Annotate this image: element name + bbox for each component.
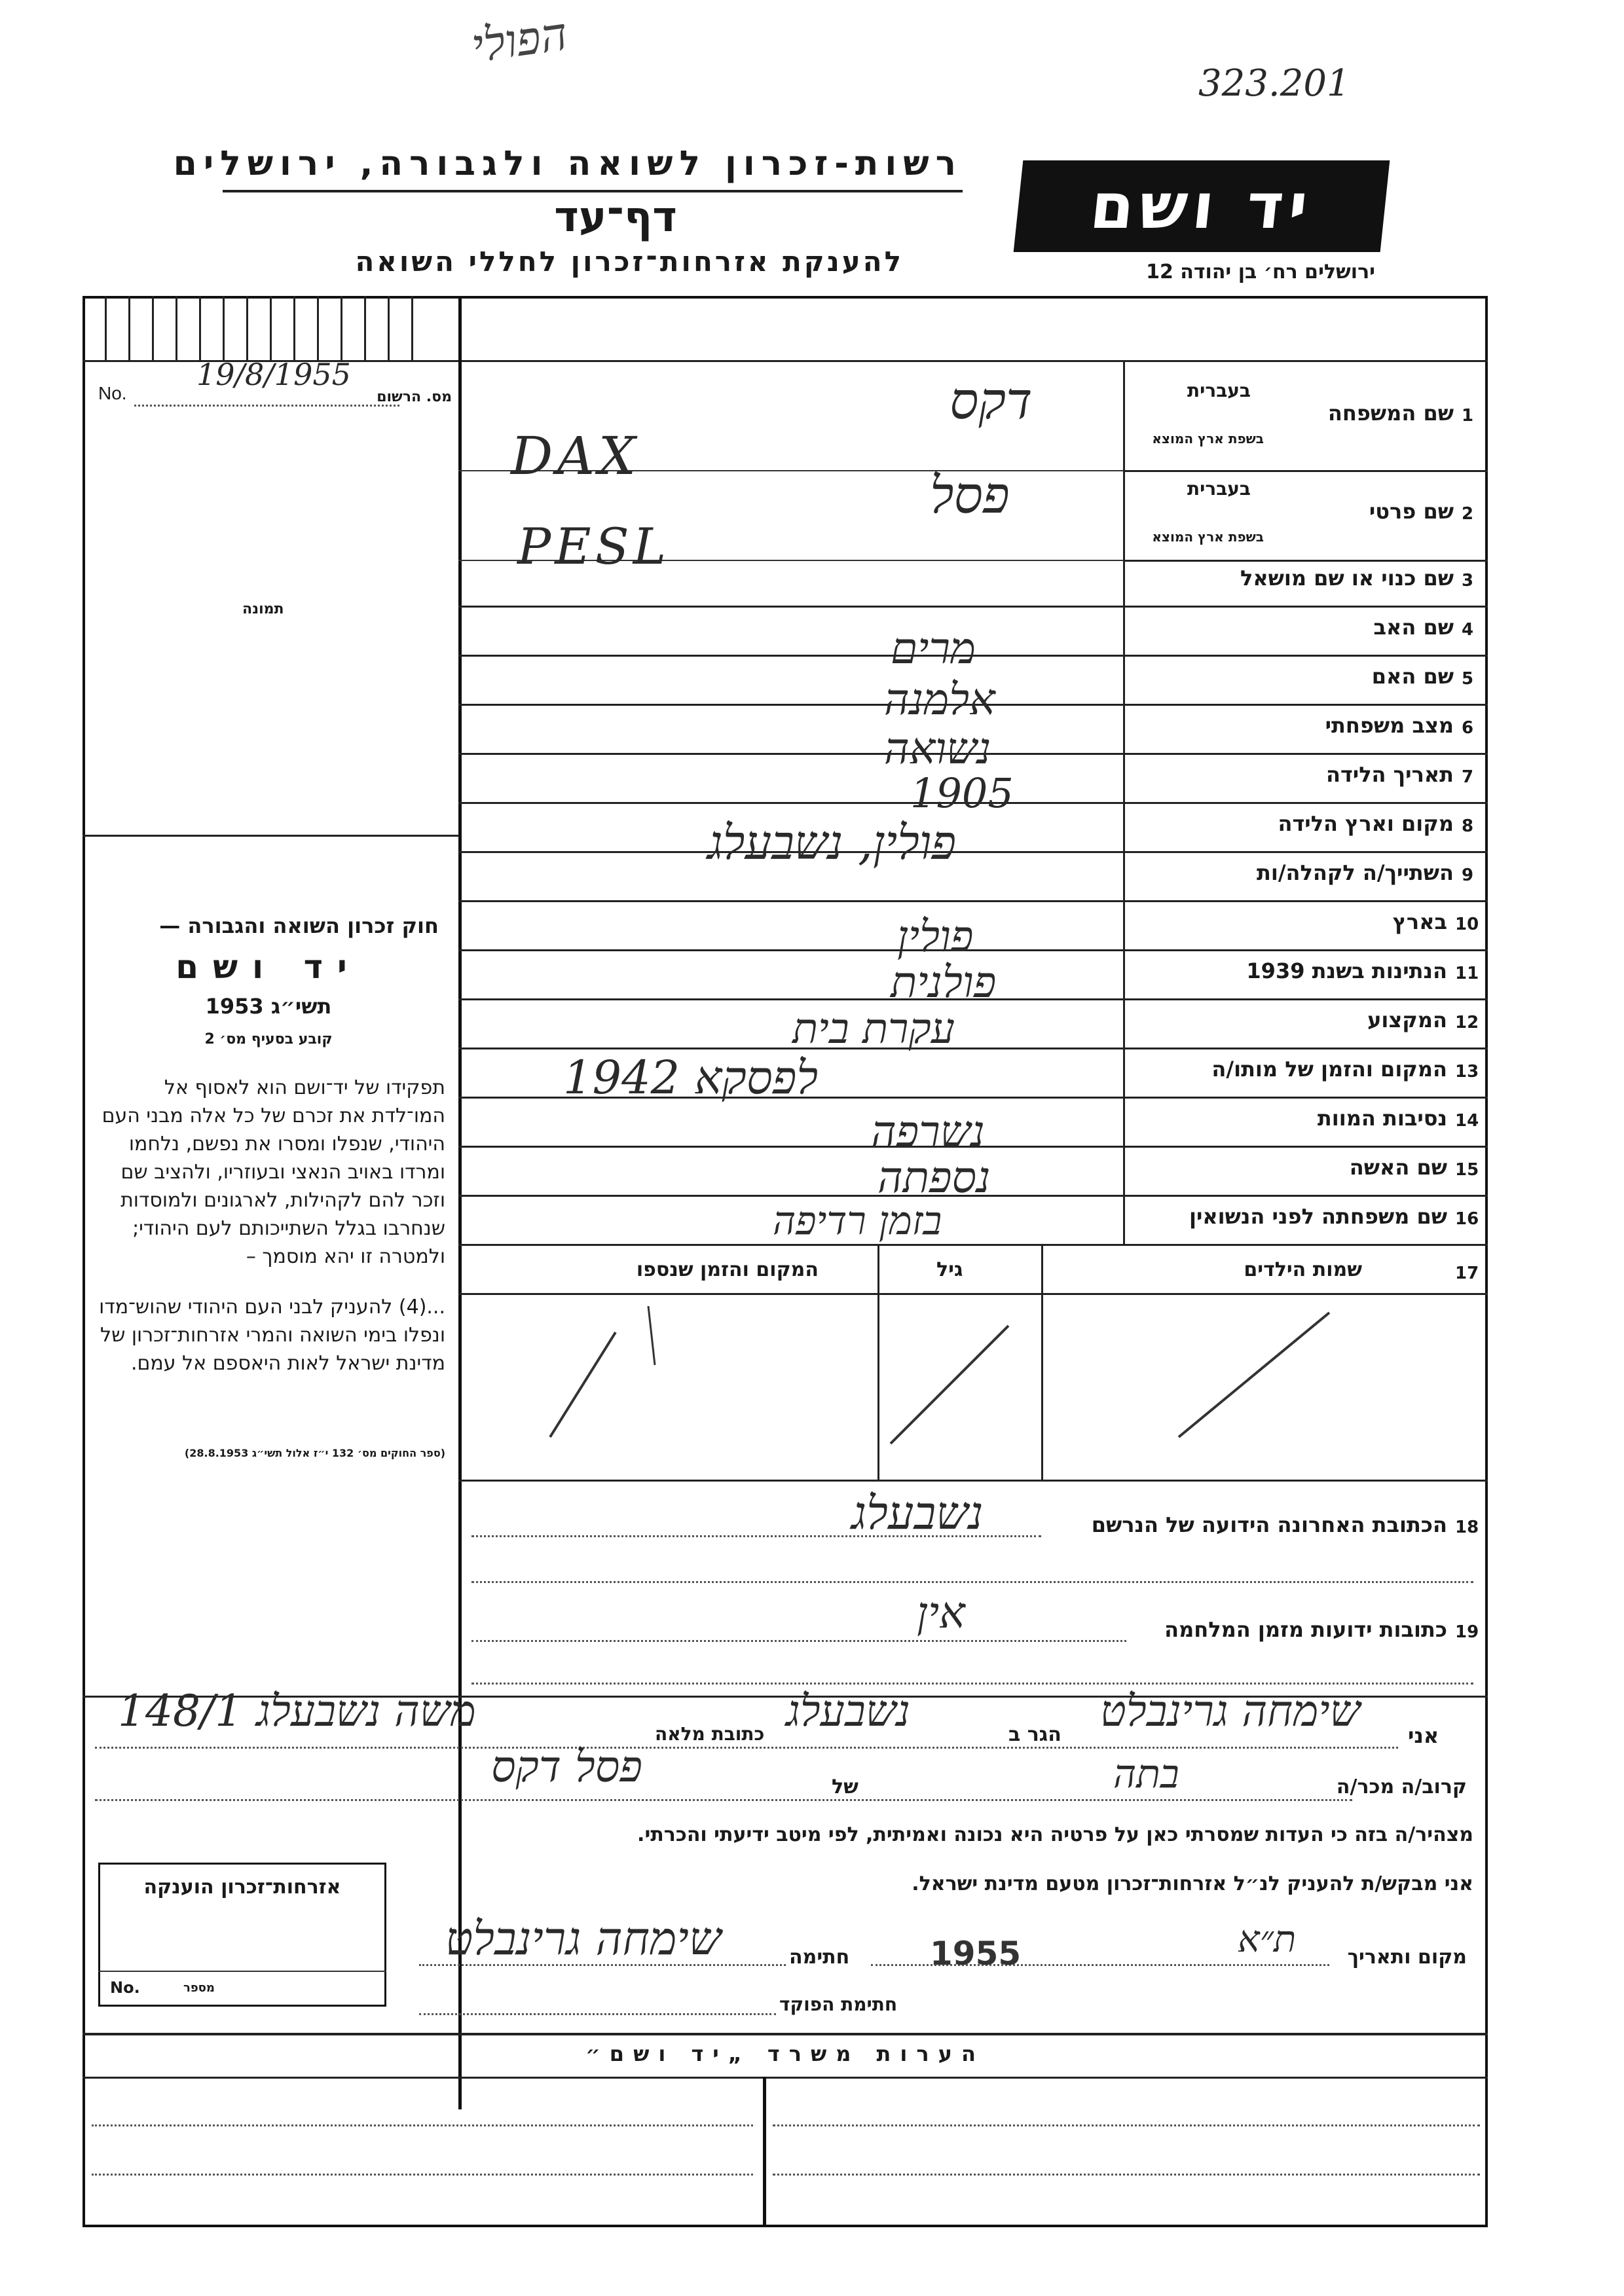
decl-date-stamp: 1955 [930,1935,1022,1973]
decl-officer-label: חתימת הפוקד [779,1994,898,2015]
top-grid-div [199,296,201,360]
field-5-label: שם האם [1371,664,1454,689]
children-col-place: המקום והזמן שנספו [636,1258,819,1281]
field-14-value[interactable]: נשרפה [871,1106,985,1157]
children-col-age: גיל [936,1258,963,1281]
row-line [458,1244,1488,1246]
row-line [458,1048,1488,1049]
field-13-label: המקום והזמן של מותו/ה [1211,1057,1447,1082]
field-3-label: שם כנוי או שם מושאל [1240,566,1454,591]
decl-city[interactable]: נשבעלג [786,1686,911,1736]
top-grid-div [364,296,366,360]
row-line [458,851,1488,853]
field-2-sub1: בעברית [1187,478,1251,500]
citizenship-no-label: No. [110,1978,140,1997]
row-line [1123,470,1488,472]
field-9-label: השתייך/ה לקהלה/ות [1256,860,1454,885]
field-10-label: בארץ [1392,909,1447,934]
field-9-num: 9 [1462,866,1474,885]
field-19-num: 19 [1455,1622,1479,1642]
top-grid-div [293,296,295,360]
reg-number-line [134,405,399,407]
field-4-num: 4 [1462,620,1474,640]
field-13-num: 13 [1455,1062,1479,1082]
field-12-num: 12 [1455,1013,1479,1032]
field-16-label: שם משפחתה לפני הנשואין [1189,1204,1447,1229]
decl-mid: הגר ב [1008,1723,1061,1746]
field-10-num: 10 [1455,915,1479,934]
field-13-value[interactable]: לפסקא 1942 [563,1051,819,1104]
notes-line-left-1 [92,2124,753,2126]
field-4-label: שם האב [1373,615,1454,640]
field-15-label: שם האשה [1349,1155,1447,1180]
decl-of: של [832,1776,858,1798]
logo-address: ירושלים רח׳ בן יהודה 12 [1146,261,1375,283]
children-table-bottom [458,1480,1488,1482]
field-2-num: 2 [1462,504,1474,524]
reg-number-value[interactable]: 19/8/1955 [196,357,351,392]
field-8-label: מקום וארץ הלידה [1278,811,1454,836]
field-12-value[interactable]: עקרת בית [792,1005,955,1053]
decl-subject-name[interactable]: פסל דקס [491,1741,642,1792]
field-8-num: 8 [1462,816,1474,836]
top-grid-div [388,296,390,360]
field-17-num: 17 [1455,1264,1479,1283]
top-grid-div [128,296,130,360]
notes-column-divider [763,2077,766,2227]
field-19-dotline [471,1640,1126,1642]
field-2-value-hebrew[interactable]: פסל [930,466,1010,525]
field-14-num: 14 [1455,1111,1479,1131]
field-18-num: 18 [1455,1518,1479,1537]
reg-label: מס. הרשום [377,389,452,405]
decl-address-value[interactable]: משה נשבעלג 148/1 [118,1686,476,1736]
decl-statement: מצהיר/ה בזה כי העדות שמסרתי כאן על פרטיה היא נכונה ואמיתית, לפי מיטב ידיעתי והכרתי. [637,1823,1473,1846]
field-12-label: המקצוע [1367,1008,1447,1032]
law-section: קובע בסעיף מס׳ 2 [204,1031,333,1048]
field-11-num: 11 [1455,964,1479,983]
corner-stamp: הפולי [468,7,571,73]
field-1-num: 1 [1462,406,1474,426]
left-column-border [458,296,462,2109]
field-1-value-hebrew[interactable]: דקס [950,372,1033,431]
notes-line-right-1 [773,2124,1480,2126]
field-1-value-latin[interactable]: DAX [511,426,640,486]
field-9-value[interactable]: פולין, נשבעלג [707,815,957,870]
decl-address-label: כתובת מלאה [655,1723,765,1745]
field-1-sub1: בעברית [1187,380,1251,401]
decl-prefix: אני [1408,1723,1439,1748]
law-paragraph-2: ...(4) להעניק לבני העם היהודי שהוש־מדו ונפלו בימי השואה והמרי אזרחות־זכרון של מדינת ישראל לאות היאספם אל עמם. [99,1296,445,1375]
notes-title-bottom [83,2077,1488,2079]
photo-label: תמונה [242,601,284,617]
children-cancel-strokes [458,1293,1488,1480]
authority-line: רשות-זכרון לשואה ולגבורה, ירושלים [173,144,963,183]
field-15-value[interactable]: נספתה [877,1152,991,1203]
top-grid-div [152,296,154,360]
field-16-value[interactable]: בזמן רדיפה [773,1198,942,1244]
law-year: תשי״ג 1953 [205,994,332,1019]
field-6-label: מצב משפחתי [1325,713,1454,738]
form-subtitle: להענקת אזרחות־זכרון לחללי השואה [355,246,904,278]
field-14-label: נסיבות המוות [1317,1106,1447,1131]
form-title: דף־עד [554,193,677,242]
row-line [1123,560,1488,562]
decl-officer-line [419,2013,776,2015]
citizenship-title: אזרחות־זכרון הוענקה [143,1876,341,1899]
field-11-value[interactable]: פולנית [891,957,997,1008]
field-15-num: 15 [1455,1160,1479,1180]
citizenship-divider [98,1971,386,1972]
top-grid-div [175,296,177,360]
children-col-names: שמות הילדים [1244,1258,1362,1281]
row-line [458,900,1488,902]
notes-line-right-2 [773,2174,1480,2176]
field-6-value[interactable]: אלמנה [884,674,995,725]
field-5-value[interactable]: מרים [891,623,976,674]
field-19-label: כתובות ידועות מזמן המלחמה [1164,1617,1447,1642]
citizenship-num-label: מספר [183,1981,215,1995]
no-label: No. [98,383,127,403]
field-18-value[interactable]: נשבעלג [851,1486,984,1540]
field-16-num: 16 [1455,1209,1479,1229]
top-grid-div [223,296,225,360]
authority-underline [223,190,963,192]
top-grid-div [411,296,413,360]
row-line [458,606,1488,608]
decl-signature-label: חתימה [789,1946,850,1969]
field-5-num: 5 [1462,669,1474,689]
decl-line-1 [95,1747,1398,1749]
yad-vashem-logo: יד ושם [1014,160,1390,252]
field-7-label: תאריך הלידה [1325,762,1454,787]
file-number: 323.201 [1198,62,1350,105]
top-grid-div [105,296,107,360]
field-18-label: הכתובת האחרונה הידועה של הנרשם [1091,1512,1447,1537]
decl-relation-value[interactable]: בתה [1113,1751,1179,1797]
decl-signature-value[interactable]: שימחה גרינבלט [445,1912,722,1965]
law-name: יד ושם [175,948,361,986]
field-3-num: 3 [1462,571,1474,591]
field-2-label: שם פרטי [1369,499,1454,524]
notes-line-left-2 [92,2174,753,2176]
top-grid-div [246,296,248,360]
field-1-label: שם המשפחה [1327,401,1454,426]
decl-relation-label: קרוב/ה מכר/ה [1336,1776,1467,1798]
field-7-num: 7 [1462,767,1474,787]
decl-line-2 [95,1799,1352,1801]
decl-place-date-label: מקום ותאריך [1347,1946,1467,1969]
top-grid-div [317,296,319,360]
top-grid-div [341,296,342,360]
field-11-label: הנתינות בשנת 1939 [1246,958,1447,983]
decl-name[interactable]: שימחה גרינבלט [1100,1686,1361,1736]
law-title: חוק זכרון השואה והגבורה — [159,913,439,938]
field-6-num: 6 [1462,718,1474,738]
field-2-sub2: בשפת ארץ המוצא [1152,529,1264,545]
field-7-value[interactable]: נשואה [884,723,991,774]
field-8-value[interactable]: 1905 [910,769,1014,817]
field-10-value[interactable]: פולין [897,911,974,962]
law-paragraph-1: תפקידו של יד־ושם הוא לאסוף אל המו־לדת את זכרם של כל אלה מבני העם היהודי, שנפלו ומסרו את נפשם, נלחמו ומרדו באויב הנאצי ובעוזריו, ולהציב שם וזכר להם לקהילות, לארגונים ולמוסדות שנחרבו בגלל השתייכותם לעם היהודי; ולמטרה זו יהא מוסמך – [101,1076,445,1268]
field-18-dotline-2 [471,1581,1473,1583]
notes-title: הערות משרד „יד ושם״ [585,2041,985,2066]
notes-top-border [83,2033,1488,2035]
field-1-sub2: בשפת ארץ המוצא [1152,431,1264,446]
field-19-dotline-2 [471,1683,1473,1685]
law-citation: (ספר החוקים מס׳ 132 י״ז אלול תשי״ג 28.8.1953) [184,1447,445,1459]
decl-request: אני מבקש/ת להעניק לנ״ל אזרחות־זכרון מטעם מדינת ישראל. [912,1872,1473,1895]
field-19-value[interactable]: אין [917,1588,965,1638]
top-grid-div [270,296,272,360]
field-2-value-latin[interactable]: PESL [517,517,671,575]
decl-place-value[interactable]: ת״א [1238,1918,1297,1961]
photo-area-bottom [83,835,458,837]
